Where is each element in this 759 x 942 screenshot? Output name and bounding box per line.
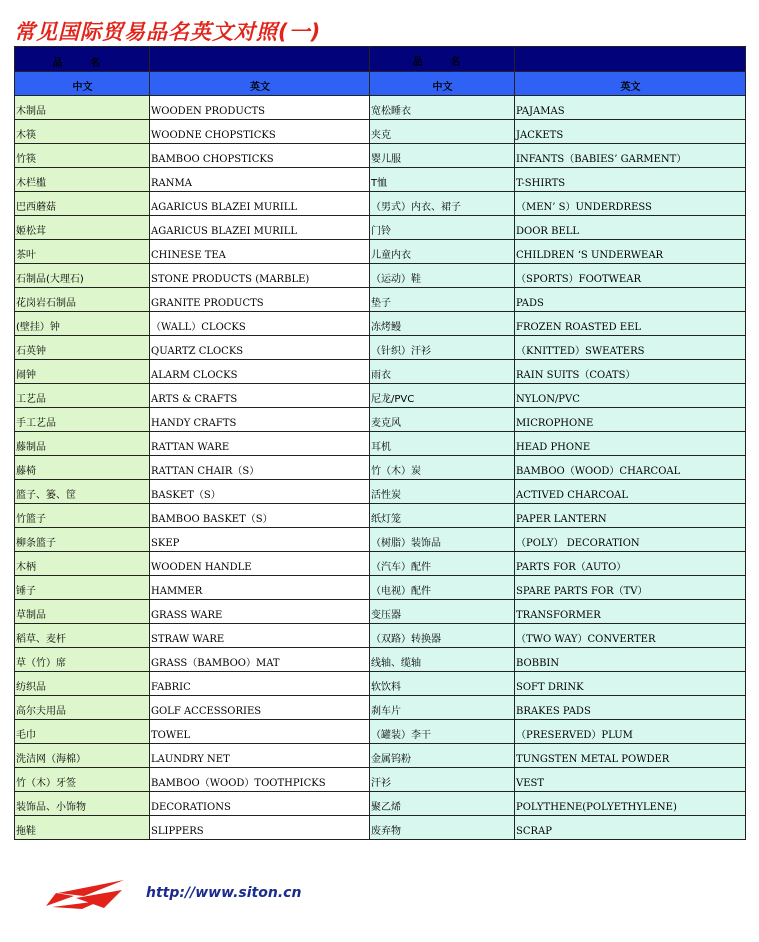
table-row [15,576,746,600]
chinese-name-right: 儿童内衣 [370,240,515,264]
table-row [15,600,746,624]
english-name-left: RANMA [150,168,370,192]
english-name-left: BAMBOO（WOOD）TOOTHPICKS [150,768,370,792]
english-name-left: SKEP [150,528,370,552]
column-header-english-right: 英文 [515,72,746,96]
english-name-right: HEAD PHONE [515,432,746,456]
table-row [15,312,746,336]
english-name-left: LAUNDRY NET [150,744,370,768]
group-header-right: 品 名 [370,47,515,72]
english-name-left: HANDY CRAFTS [150,408,370,432]
column-header-row [15,72,746,96]
footer-url: http://www.siton.cn [146,885,302,901]
chinese-name-right: 冻烤鳗 [370,312,515,336]
chinese-name-left: 姬松茸 [15,216,150,240]
chinese-name-right: （运动）鞋 [370,264,515,288]
table-row [15,696,746,720]
english-name-right: （KNITTED）SWEATERS [515,336,746,360]
chinese-name-right: （双路）转换器 [370,624,515,648]
english-name-left: GOLF ACCESSORIES [150,696,370,720]
table-row [15,120,746,144]
glossary-table [14,46,746,840]
chinese-name-left: 毛巾 [15,720,150,744]
table-row [15,504,746,528]
english-name-left: GRASS（BAMBOO）MAT [150,648,370,672]
chinese-name-right: 尼龙/PVC [370,384,515,408]
english-name-left: STRAW WARE [150,624,370,648]
group-header-blank-right [515,47,746,72]
english-name-left: AGARICUS BLAZEI MURILL [150,192,370,216]
table-row [15,672,746,696]
chinese-name-right: 雨衣 [370,360,515,384]
english-name-left: RATTAN CHAIR（S） [150,456,370,480]
chinese-name-right: 线轴、缆轴 [370,648,515,672]
english-name-left: ARTS & CRAFTS [150,384,370,408]
english-name-right: TRANSFORMER [515,600,746,624]
chinese-name-right: 婴儿服 [370,144,515,168]
english-name-right: ACTIVED CHARCOAL [515,480,746,504]
table-row [15,168,746,192]
chinese-name-left: (壁挂）钟 [15,312,150,336]
chinese-name-left: 竹筷 [15,144,150,168]
english-name-right: DOOR BELL [515,216,746,240]
table-row [15,744,746,768]
table-row [15,432,746,456]
chinese-name-right: 垫子 [370,288,515,312]
chinese-name-left: 洗洁网（海棉） [15,744,150,768]
table-row [15,552,746,576]
table-row [15,456,746,480]
table-row [15,96,746,120]
english-name-right: INFANTS（BABIES’ GARMENT） [515,144,746,168]
english-name-left: ALARM CLOCKS [150,360,370,384]
english-name-left: AGARICUS BLAZEI MURILL [150,216,370,240]
english-name-right: （MEN’ S）UNDERDRESS [515,192,746,216]
chinese-name-left: 纺织品 [15,672,150,696]
chinese-name-left: 木栏槛 [15,168,150,192]
english-name-right: JACKETS [515,120,746,144]
english-name-right: （PRESERVED）PLUM [515,720,746,744]
table-row [15,720,746,744]
chinese-name-right: 聚乙烯 [370,792,515,816]
english-name-left: WOODEN HANDLE [150,552,370,576]
chinese-name-left: 工艺品 [15,384,150,408]
chinese-name-right: 废弃物 [370,816,515,840]
table-row [15,384,746,408]
english-name-right: CHILDREN ‘S UNDERWEAR [515,240,746,264]
chinese-name-left: 锤子 [15,576,150,600]
table-row [15,192,746,216]
english-name-left: BASKET（S） [150,480,370,504]
chinese-name-right: 耳机 [370,432,515,456]
english-name-right: SOFT DRINK [515,672,746,696]
chinese-name-left: 竹（木）牙签 [15,768,150,792]
chinese-name-right: 金属钨粉 [370,744,515,768]
chinese-name-right: 竹（木）炭 [370,456,515,480]
english-name-right: PAJAMAS [515,96,746,120]
page-title: 常见国际贸易品名英文对照(一) [14,20,322,44]
english-name-left: WOODEN PRODUCTS [150,96,370,120]
chinese-name-left: 藤制品 [15,432,150,456]
chinese-name-right: （汽车）配件 [370,552,515,576]
english-name-left: RATTAN WARE [150,432,370,456]
table-row [15,240,746,264]
chinese-name-left: 石制品(大理石) [15,264,150,288]
english-name-right: POLYTHENE(POLYETHYLENE) [515,792,746,816]
english-name-left: （WALL）CLOCKS [150,312,370,336]
english-name-left: GRASS WARE [150,600,370,624]
english-name-right: NYLON/PVC [515,384,746,408]
english-name-right: TUNGSTEN METAL POWDER [515,744,746,768]
english-name-right: MICROPHONE [515,408,746,432]
table-row [15,264,746,288]
chinese-name-left: 藤椅 [15,456,150,480]
chinese-name-right: 夹克 [370,120,515,144]
chinese-name-left: 高尔夫用品 [15,696,150,720]
chinese-name-right: T恤 [370,168,515,192]
chinese-name-left: 木筷 [15,120,150,144]
chinese-name-right: （罐装）李干 [370,720,515,744]
english-name-right: BRAKES PADS [515,696,746,720]
table-row [15,216,746,240]
english-name-left: GRANITE PRODUCTS [150,288,370,312]
chinese-name-right: 变压器 [370,600,515,624]
chinese-name-left: 篮子、篓、筐 [15,480,150,504]
english-name-right: BAMBOO（WOOD）CHARCOAL [515,456,746,480]
english-name-left: WOODNE CHOPSTICKS [150,120,370,144]
english-name-left: BAMBOO BASKET（S） [150,504,370,528]
english-name-right: PAPER LANTERN [515,504,746,528]
english-name-left: BAMBOO CHOPSTICKS [150,144,370,168]
table-row [15,360,746,384]
chinese-name-left: 装饰品、小饰物 [15,792,150,816]
table-row [15,288,746,312]
chinese-name-left: 巴西蘑菇 [15,192,150,216]
chinese-name-left: 木制品 [15,96,150,120]
english-name-right: SPARE PARTS FOR（TV） [515,576,746,600]
chinese-name-left: 手工艺品 [15,408,150,432]
english-name-right: BOBBIN [515,648,746,672]
english-name-left: DECORATIONS [150,792,370,816]
chinese-name-left: 竹篮子 [15,504,150,528]
group-header-blank-left [150,47,370,72]
chinese-name-right: 门铃 [370,216,515,240]
chinese-name-left: 柳条篮子 [15,528,150,552]
chinese-name-left: 木柄 [15,552,150,576]
table-row [15,144,746,168]
column-header-chinese-left: 中文 [15,72,150,96]
english-name-left: TOWEL [150,720,370,744]
chinese-name-right: （树脂）装饰品 [370,528,515,552]
table-row [15,336,746,360]
chinese-name-right: 活性炭 [370,480,515,504]
column-header-chinese-right: 中文 [370,72,515,96]
chinese-name-left: 闹钟 [15,360,150,384]
chinese-name-left: 花岗岩石制品 [15,288,150,312]
english-name-right: VEST [515,768,746,792]
siton-logo-icon [44,876,126,910]
table-row [15,648,746,672]
glossary-body [15,96,746,840]
english-name-right: RAIN SUITS（COATS） [515,360,746,384]
english-name-right: FROZEN ROASTED EEL [515,312,746,336]
table-row [15,768,746,792]
chinese-name-right: 麦克风 [370,408,515,432]
chinese-name-right: 纸灯笼 [370,504,515,528]
english-name-left: QUARTZ CLOCKS [150,336,370,360]
chinese-name-left: 稻草、麦杆 [15,624,150,648]
table-row [15,408,746,432]
table-row [15,528,746,552]
english-name-left: CHINESE TEA [150,240,370,264]
chinese-name-left: 石英钟 [15,336,150,360]
chinese-name-right: （电视）配件 [370,576,515,600]
english-name-right: （TWO WAY）CONVERTER [515,624,746,648]
chinese-name-left: 草制品 [15,600,150,624]
english-name-right: PADS [515,288,746,312]
english-name-left: FABRIC [150,672,370,696]
table-row [15,792,746,816]
english-name-right: （POLY） DECORATION [515,528,746,552]
table-row [15,480,746,504]
chinese-name-right: 宽松睡衣 [370,96,515,120]
english-name-right: T-SHIRTS [515,168,746,192]
english-name-right: PARTS FOR（AUTO） [515,552,746,576]
english-name-right: SCRAP [515,816,746,840]
column-header-english-left: 英文 [150,72,370,96]
chinese-name-left: 拖鞋 [15,816,150,840]
english-name-left: HAMMER [150,576,370,600]
chinese-name-left: 茶叶 [15,240,150,264]
table-row [15,816,746,840]
table-row [15,624,746,648]
chinese-name-right: （针织）汗衫 [370,336,515,360]
english-name-left: SLIPPERS [150,816,370,840]
chinese-name-right: 刹车片 [370,696,515,720]
english-name-right: （SPORTS）FOOTWEAR [515,264,746,288]
english-name-left: STONE PRODUCTS (MARBLE) [150,264,370,288]
group-header-row [15,47,746,72]
chinese-name-left: 草（竹）席 [15,648,150,672]
group-header-left: 品 名 [15,47,150,72]
chinese-name-right: 软饮料 [370,672,515,696]
chinese-name-right: 汗衫 [370,768,515,792]
chinese-name-right: （男式）内衣、裙子 [370,192,515,216]
